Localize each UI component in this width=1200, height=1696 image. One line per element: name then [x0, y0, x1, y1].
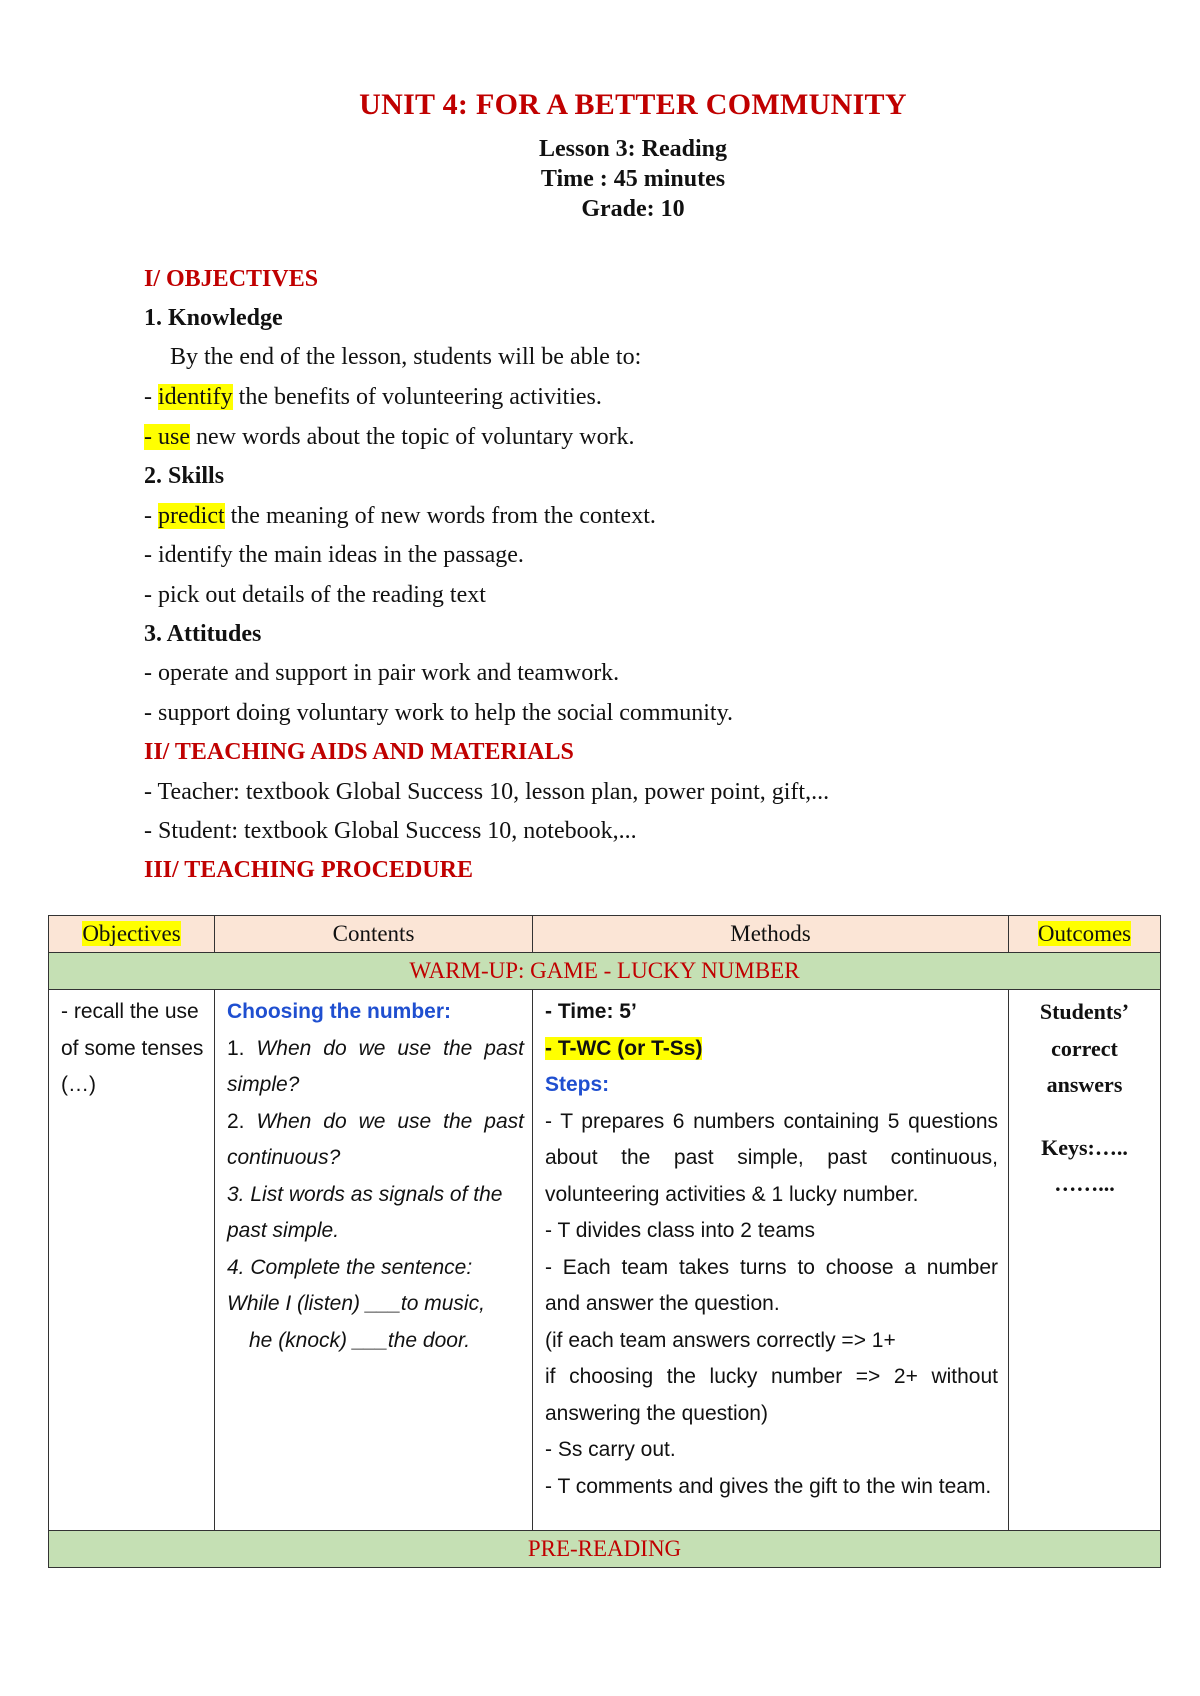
time-label: Time : 45 minutes	[540, 166, 726, 192]
aids-heading: II/ TEACHING AIDS AND MATERIALS	[144, 739, 574, 765]
highlight: - use	[144, 424, 190, 450]
highlight: predict	[158, 503, 225, 529]
method-step: - T comments and gives the gift to the win team.	[545, 1474, 992, 1498]
methods-steps: Steps:	[545, 1073, 610, 1096]
procedure-heading: III/ TEACHING PROCEDURE	[144, 857, 473, 883]
question-3: 3. List words as signals of the past simple.	[227, 1182, 503, 1242]
highlight: identify	[158, 384, 233, 410]
question-4-line-1: While I (listen) ___to music,	[227, 1292, 485, 1315]
method-step: - T prepares 6 numbers containing 5 questions about the past simple, past continuous, volunteering activities & 1 lucky number.	[545, 1109, 998, 1206]
section-title: WARM-UP: GAME - LUCKY NUMBER	[49, 953, 1161, 990]
knowledge-item-1: - identify the benefits of volunteering activities.	[144, 384, 602, 410]
column-header: Outcomes	[1009, 916, 1161, 953]
column-header: Methods	[533, 916, 1009, 953]
question-4: 4. Complete the sentence:	[227, 1255, 473, 1279]
procedure-table	[48, 915, 1161, 1568]
knowledge-item-2: - use new words about the topic of voluntary work.	[144, 424, 635, 450]
attitudes-heading: 3. Attitudes	[144, 621, 262, 647]
unit-title: UNIT 4: FOR A BETTER COMMUNITY	[359, 88, 907, 121]
skills-heading: 2. Skills	[144, 463, 225, 489]
objectives-heading: I/ OBJECTIVES	[144, 266, 319, 292]
knowledge-intro: By the end of the lesson, students will be able to:	[170, 344, 642, 370]
aids-student: - Student: textbook Global Success 10, notebook,...	[144, 818, 637, 844]
skills-item-1: - predict the meaning of new words from the context.	[144, 503, 656, 529]
column-header: Contents	[215, 916, 533, 953]
keys-label: Keys:…..	[1041, 1134, 1128, 1160]
method-step: (if each team answers correctly => 1+	[545, 1328, 896, 1352]
question-2: 2. When do we use the past continuous?	[227, 1109, 524, 1169]
aids-teacher: - Teacher: textbook Global Success 10, lesson plan, power point, gift,...	[144, 779, 830, 805]
method-step: - Ss carry out.	[545, 1438, 676, 1461]
warmup-section-row	[49, 953, 1161, 990]
attitudes-item-2: - support doing voluntary work to help the social community.	[144, 700, 734, 726]
methods-time: - Time: 5’	[545, 1000, 637, 1023]
methods-mode: - T-WC (or T-Ss)	[545, 1036, 703, 1060]
lesson-label: Lesson 3: Reading	[538, 136, 728, 162]
objectives-cell: - recall the use of some tenses (…)	[49, 990, 215, 1531]
table-row	[49, 990, 1161, 1531]
attitudes-item-1: - operate and support in pair work and teamwork.	[144, 660, 620, 686]
method-step: - Each team takes turns to choose a number and answer the question.	[545, 1255, 998, 1315]
column-header: Objectives	[49, 916, 215, 953]
knowledge-heading: 1. Knowledge	[144, 305, 283, 331]
contents-cell	[215, 990, 533, 1531]
question-1: 1. When do we use the past simple?	[227, 1036, 524, 1096]
outcomes-cell: Students’ correct answers Keys:….. ……...	[1009, 990, 1161, 1531]
skills-item-2: - identify the main ideas in the passage.	[144, 542, 524, 568]
question-4-line-2: he (knock) ___the door.	[249, 1328, 471, 1352]
grade-label: Grade: 10	[581, 196, 685, 222]
method-step: - T divides class into 2 teams	[545, 1219, 816, 1242]
contents-heading: Choosing the number:	[227, 1000, 451, 1023]
methods-cell	[533, 990, 1009, 1531]
method-step: if choosing the lucky number => 2+ without answering the question)	[545, 1365, 998, 1425]
skills-item-3: - pick out details of the reading text	[144, 582, 486, 608]
section-title: PRE-READING	[49, 1531, 1161, 1568]
table-header-row	[49, 916, 1161, 953]
prereading-section-row	[49, 1531, 1161, 1568]
